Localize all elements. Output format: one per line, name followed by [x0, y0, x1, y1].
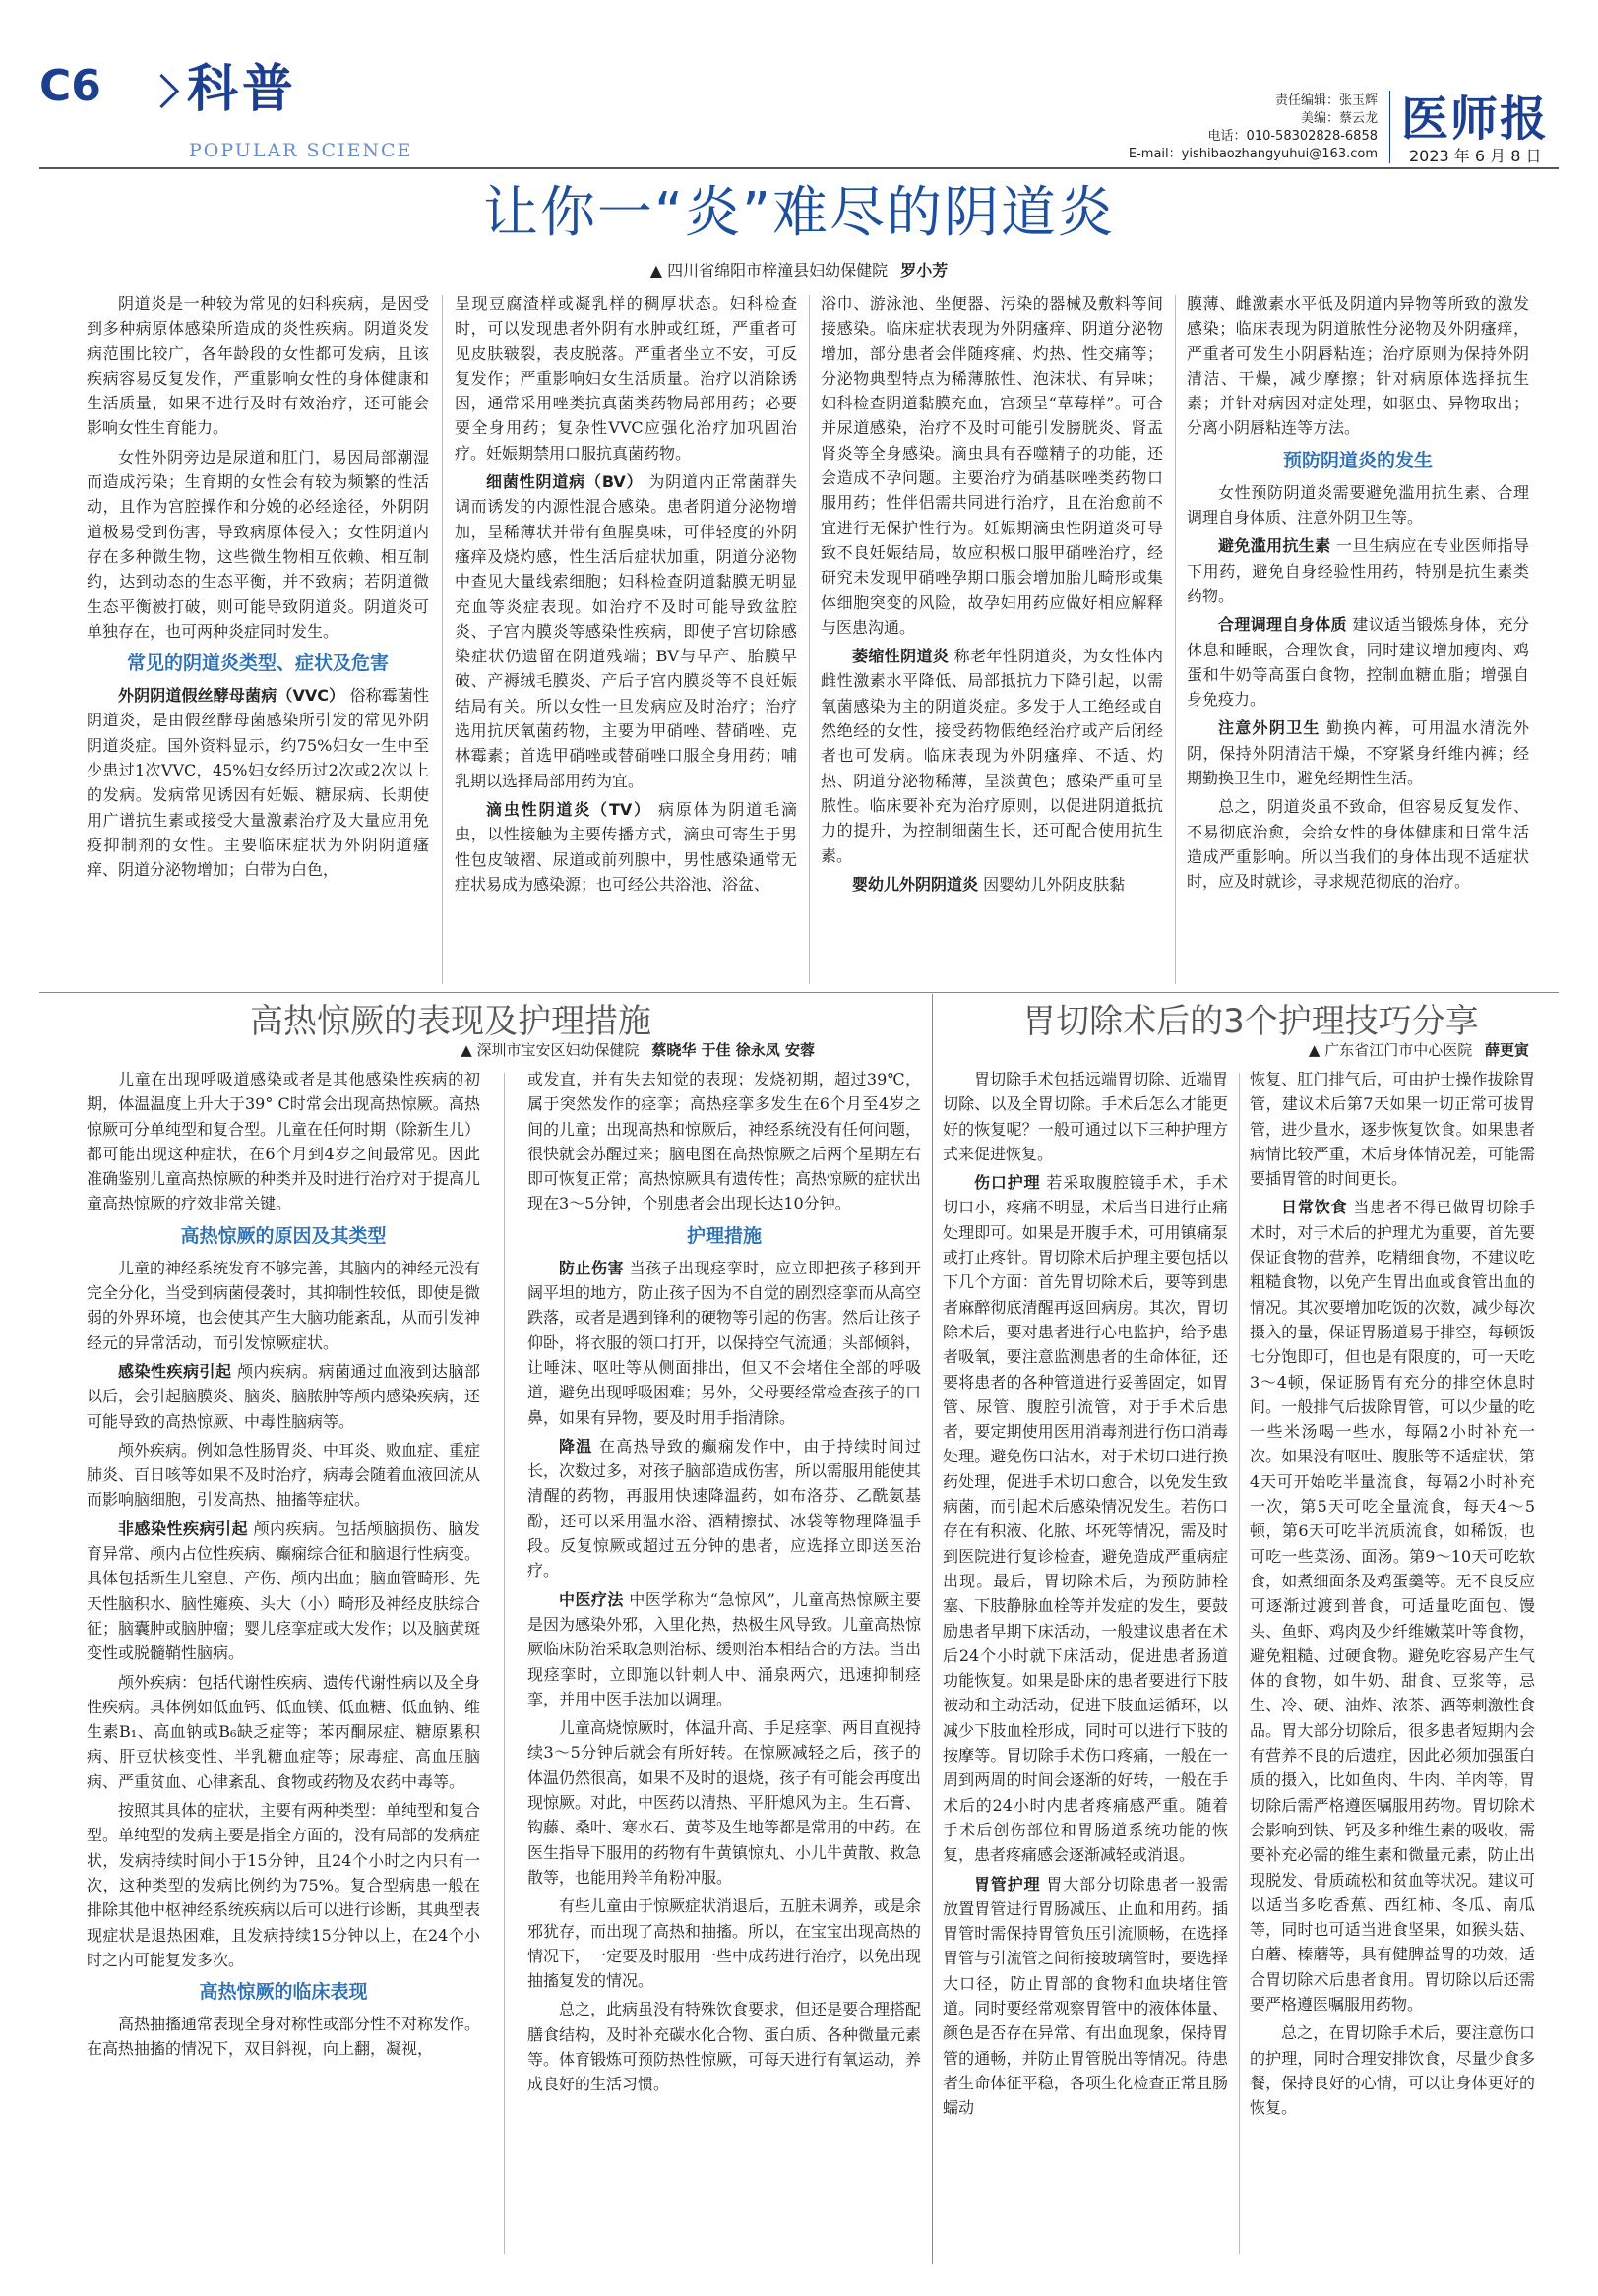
article2-col-divider: [504, 1073, 505, 2254]
article1-title: 让你一“炎”难尽的阴道炎: [482, 181, 1116, 245]
article1-col4: [1187, 291, 1529, 992]
paragraph-text: 勤换内裤，可用温水清洗外阴，保持外阴清洁干燥，不穿紧身纤维内裤；经期勤换卫生巾，避免经期性生活。: [1187, 718, 1529, 788]
paragraph: [1250, 2020, 1535, 2120]
paragraph-text: 在高热导致的癫痫发作中，由于持续时间过长，次数过多，对孩子脑部造成伤害，所以需服用能使其清醒的药物，再服用快速降温药，如布洛芬、乙酰氨基酚，还可以采用温水浴、酒精擦拭、冰袋等物理降温手段。反复惊厥或超过五分钟的患者，应选择立即送医治疗。: [527, 1436, 921, 1581]
contact-phone: 电话：010-58302828-6858: [1207, 129, 1378, 144]
section-subtitle: POPULAR SCIENCE: [189, 140, 413, 161]
paragraph-text: 中医学称为“急惊风”，儿童高热惊厥主要是因为感染外邪，入里化热，热极生风导致。儿童高热惊厥临床防治采取急则治标、缓则治本相结合的方法。当出现痉挛时，立即施以针刺人中、涌泉两穴，迅速抑制痉挛，并用中医手法加以调理。: [527, 1589, 921, 1708]
subheading: 预防阴道炎的发生: [1282, 449, 1433, 471]
paragraph-lead: 合理调理自身体质: [1218, 615, 1347, 635]
paragraph: [1187, 612, 1529, 712]
article3-col-divider: [1239, 1073, 1240, 2254]
paragraph: [1250, 1067, 1535, 1191]
paragraph-text: 呈现豆腐渣样或凝乳样的稠厚状态。妇科检查时，可以发现患者外阴有水肿或红斑，严重者可见皮肤皲裂，表皮脱落。严重者坐立不安，可反复发作；严重影响妇女生活质量。治疗以消除诱因，通常采用唑类抗真菌类药物局部用药；必要要全身用药；复杂性VVC应强化治疗加巩固治疗。妊娠期禁用口服抗真菌药物。: [455, 294, 797, 463]
paragraph: [527, 1067, 921, 1216]
paragraph-text: 女性外阴旁边是尿道和肛门，易因局部潮湿而造成污染；生育期的女性会有较为频繁的性活动，且作为宫腔操作和分娩的必经途径，外阴阴道极易受到伤害，导致病原体侵入；女性阴道内存在多种微生物，这些微生物相互依赖、相互制约，达到动态的生态平衡，并不致病；若阴道微生态平衡被打破，则可能导致阴道炎。阴道炎可单独存在，也可两种炎症同时发生。: [87, 447, 429, 641]
article2-byline: [87, 1039, 815, 1060]
article3-col2: [1250, 1067, 1535, 2258]
header-chevron-icon: [145, 74, 179, 108]
paragraph: [943, 1067, 1228, 1166]
paragraph: [821, 291, 1163, 640]
paragraph-text: 当孩子出现痉挛时，应立即把孩子移到开阔平坦的地方，防止孩子因为不自觉的剧烈痉挛而从高空跌落，或者是遇到锋利的硬物等引起的伤害。然后让孩子仰卧，将衣服的领口打开，以保持空气流通；头部倾斜，让唾沫、呕吐等从侧面排出，但又不会堵住全部的呼吸道，避免出现呼吸困难；另外，父母要经常检查孩子的口鼻，如果有异物，要及时用手指清除。: [527, 1258, 921, 1427]
paragraph-text: 有些儿童由于惊厥症状消退后，五脏未调养，或是余邪犹存，而出现了高热和抽搐。所以，在宝宝出现高热的情况下，一定要及时服用一些中成药进行治疗，以免出现抽搐复发的情况。: [527, 1896, 921, 1991]
paragraph: [1250, 1195, 1535, 2017]
paragraph-lead: 感染性疾病引起: [118, 1361, 232, 1381]
paragraph: [1187, 715, 1529, 790]
paragraph-text: 颅内疾病。病菌通过血液到达脑部以后，会引起脑膜炎、脑炎、脑脓肿等颅内感染疾病，还可能导致的高热惊厥、中毒性脑病等。: [87, 1361, 480, 1431]
article1-col-divider: [1175, 295, 1176, 984]
paragraph-text: 建议适当锻炼身体，充分休息和睡眠，合理饮食，同时建议增加瘦肉、鸡蛋和牛奶等高蛋白食物，控制血糖血脂；增强自身免疫力。: [1187, 615, 1529, 710]
paragraph-text: 胃切除手术包括远端胃切除、近端胃切除、以及全胃切除。手术后怎么才能更好的恢复呢？一般可通过以下三种护理方式来促进恢复。: [943, 1070, 1228, 1163]
paragraph-text: 颅内疾病。包括颅脑损伤、脑发育异常、颅内占位性疾病、癫痫综合征和脑退行性病变。具体包括新生儿窒息、产伤、颅内出血；脑血管畸形、先天性脑积水、脑性瘫痪、头大（小）畸形及神经皮肤综合征；脑囊肿或脑肿瘤；婴儿痉挛症或大发作；以及脑黄斑变性或脱髓鞘性脑病。: [87, 1519, 480, 1663]
paragraph-text: 当患者不得已做胃切除手术时，对于术后的护理尤为重要，首先要保证食物的营养，吃精细食物，不建议吃粗糙食物，以免产生胃出血或食管出血的情况。其次要增加吃饭的次数，减少每次摄入的量，保证胃肠道易于排空，每顿饭七分饱即可，但也是有限度的，可一天吃3～4顿，保证肠胃有充分的排空休息时间。一般排气后拔除胃管，可以少量的吃一些米汤喝一些水，每隔2小时补充一次。如果没有呕吐、腹胀等不适症状，第4天可开始吃半量流食，每隔2小时补充一次，第5天可吃全量流食，每天4～5顿，第6天可吃半流质流食，如稀饭，也可吃一些菜汤、面汤。第9～10天可吃软食，如煮细面条及鸡蛋羹等。无不良反应可逐渐过渡到普食，可适量吃面包、馒头、鱼虾、鸡肉及少纤维嫩菜叶等食物，避免粗糙、过硬食物。避免吃容易产生气体的食物，如牛奶、甜食、豆浆等，忌生、冷、硬、油炸、浓茶、酒等刺激性食品。胃大部分切除后，很多患者短期内会有营养不良的后遗症，因此必须加强蛋白质的摄入，比如鱼肉、牛肉、羊肉等，胃切除后需严格遵医嘱服用药物。胃切除术会影响到铁、钙及多种维生素的吸收，需要补充必需的维生素和微量元素，防止出现脱发、骨质疏松和贫血等状况。建议可以适当多吃香蕉、西红柿、冬瓜、南瓜等，同时也可适当进食坚果，如猴头菇、白蘑、榛蘑等，具有健脾益胃的功效，适合胃切除术后患者食用。胃切除以后还需要严格遵医嘱服用药物。: [1250, 1198, 1535, 2014]
article1-col2: [455, 291, 797, 992]
paragraph: [87, 683, 429, 882]
paragraph-text: 按照其具体的症状，主要有两种类型：单纯型和复合型。单纯型的发病主要是指全方面的，没有局部的发病症状，发病持续时间小于15分钟，且24个小时之内只有一次，这种类型的发病比例约为75%。复合型病患一般在排除其他中枢神经系统疾病以后可以进行诊断，其典型表现症状是退热困难，且发病持续15分钟以上，在24个小时之内可能复发多次。: [87, 1801, 480, 1969]
paragraph-lead: 外阴阴道假丝酵母菌病（VVC）: [118, 686, 345, 706]
paragraph-text: 俗称霉菌性阴道炎，是由假丝酵母菌感染所引发的常见外阴阴道炎症。国外资料显示，约75%妇女一生中至少患过1次VVC，45%妇女经历过2次或2次以上的发病。发病常见诱因有妊娠、糖尿病、长期使用广谱抗生素或接受大量激素治疗及大量应用免疫抑制剂的女性。主要临床症状为外阴阴道瘙痒、阴道分泌物增加；白带为白色，: [87, 686, 429, 880]
paragraph: [821, 872, 1163, 897]
paragraph: [87, 1256, 480, 1355]
paragraph: [87, 1359, 480, 1434]
paragraph: [1187, 480, 1529, 530]
paragraph-lead: 防止伤害: [559, 1258, 624, 1277]
paragraph-text: 颅外疾病。例如急性肠胃炎、中耳炎、败血症、重症肺炎、百日咳等如果不及时治疗，病毒会随着血液回流从而影响脑细胞，引发高热、抽搐等症状。: [87, 1440, 480, 1510]
paragraph-text: 高热抽搐通常表现全身对称性或部分性不对称发作。在高热抽搐的情况下，双目斜视，向上翻，凝视，: [87, 2015, 480, 2059]
paragraph-text: 女性预防阴道炎需要避免滥用抗生素、合理调理自身体质、注意外阴卫生等。: [1187, 482, 1529, 527]
subheading: 高热惊厥的原因及其类型: [180, 1224, 387, 1247]
paragraph-text: 因婴幼儿外阴皮肤黏: [983, 874, 1126, 894]
paragraph-lead: 伤口护理: [974, 1173, 1041, 1193]
paragraph: [1187, 533, 1529, 608]
paragraph: [527, 1893, 921, 1993]
paragraph: [1187, 794, 1529, 894]
paragraph-lead: 降温: [559, 1436, 593, 1456]
paragraph: [87, 2012, 480, 2062]
contact-email: E-mail：yishibaozhangyuhui@163.com: [1128, 147, 1378, 161]
subheading: 护理措施: [686, 1224, 762, 1247]
article2-title: 高热惊厥的表现及护理措施: [250, 1002, 651, 1041]
paragraph-lead: 中医疗法: [559, 1589, 624, 1609]
paragraph: [87, 1798, 480, 1972]
section-title: 科普: [187, 60, 298, 119]
paragraph-lead: 日常饮食: [1281, 1198, 1348, 1217]
paragraph: [87, 445, 429, 644]
byline-author: 薛更寅: [1484, 1041, 1529, 1059]
paragraph: [527, 1434, 921, 1583]
article2-col1: [87, 1067, 480, 2258]
paragraph: [87, 1670, 480, 1794]
paragraph-lead: 胃管护理: [974, 1874, 1041, 1893]
subheading: 高热惊厥的临床表现: [199, 1981, 368, 2004]
paragraph-text: 总之，在胃切除手术后，要注意伤口的护理，同时合理安排饮食，尽量少食多餐，保持良好的心情，可以让身体更好的恢复。: [1250, 2023, 1535, 2118]
article2-col2: [527, 1067, 921, 2258]
byline-org: ▲ 深圳市宝安区妇幼保健院: [461, 1041, 640, 1059]
designer-name: 美编：蔡云龙: [1300, 111, 1378, 126]
issue-date: 2023 年 6 月 8 日: [1409, 147, 1542, 165]
header-divider: [1389, 91, 1390, 163]
article1-col-divider: [809, 295, 810, 984]
subheading: 常见的阴道炎类型、症状及危害: [126, 652, 389, 675]
paragraph-text: 胃大部分切除患者一般需放置胃管进行胃肠减压、止血和用药。插胃管时需保持胃管负压引流顺畅，在选择胃管与引流管之间衔接玻璃管时，要选择大口径，防止胃部的食物和血块堵住管道。同时要经常观察胃管中的液体体量、颜色是否存在异常、有出血现象，保持胃管的通畅，并防止胃管脱出等情况。待患者生命体征平稳，各项生化检查正常且肠蠕动: [943, 1874, 1228, 2118]
paragraph-text: 病原体为阴道毛滴虫，以性接触为主要传播方式，滴虫可寄生于男性包皮皱褶、尿道或前列腺中，男性感染通常无症状易成为感染源；也可经公共浴池、浴盆、: [455, 799, 797, 894]
paragraph: [527, 1256, 921, 1430]
paragraph: [87, 291, 429, 441]
paragraph: [1187, 291, 1529, 441]
paragraph-text: 总之，阴道炎虽不致命，但容易反复发作、不易彻底治愈，会给女性的身体健康和日常生活造成严重影响。所以当我们的身体出现不适症状时，应及时就诊，寻求规范彻底的治疗。: [1187, 797, 1529, 892]
paragraph-lead: 非感染性疾病引起: [118, 1519, 248, 1538]
paragraph: [455, 469, 797, 793]
paragraph-lead: 细菌性阴道病（BV）: [486, 472, 644, 492]
article1-col1: [87, 291, 429, 992]
article1-byline: [0, 258, 1598, 280]
paragraph: [943, 1170, 1228, 1867]
article3-byline: [943, 1039, 1529, 1060]
paragraph-text: 若采取腹腔镜手术，手术切口小，疼痛不明显，术后当日进行止痛处理即可。如果是开腹手术，可用镇痛泵或打止疼针。胃切除术后护理主要包括以下几个方面：首先胃切除术后，要等到患者麻醉彻底清醒再返回病房。其次，胃切除术后，要对患者进行心电监护，给予患者吸氧，要注意监测患者的生命体征，还要将患者的各种管道进行妥善固定，如胃管、尿管、腹腔引流管，对于手术后患者，要定期使用医用消毒剂进行伤口消毒处理。避免伤口沾水，对于术切口进行换药处理，促进手术切口愈合，以免发生致病菌，而引起术后感染情况发生。若伤口存在有积液、化脓、坏死等情况，需及时到医院进行复诊检查，避免造成严重病症出现。最后，胃切除术后，为预防肺栓塞、下肢静脉血栓等并发症的发生，要鼓励患者早期下床活动，一般建议患者在术后24个小时就下床活动，促进患者肠道功能恢复。如果是卧床的患者要进行下肢被动和主动活动，促进下肢血运循环，以减少下肢血栓形成，同时可以进行下肢的按摩等。胃切除手术伤口疼痛，一般在一周到两周的时间会逐渐的好转，一般在手术后的24小时内患者疼痛感严重。随着手术后创伤部位和胃肠道系统功能的恢复，患者疼痛感会逐渐减轻或消退。: [943, 1173, 1228, 1865]
masthead-logo: 医师报: [1401, 92, 1550, 147]
editor-name: 责任编辑：张玉辉: [1274, 93, 1378, 108]
article3-title: 胃切除术后的3个护理技巧分享: [1022, 1002, 1479, 1041]
paragraph-lead: 萎缩性阴道炎: [852, 647, 950, 666]
paragraph: [527, 1997, 921, 2096]
paragraph: [87, 1067, 480, 1216]
paragraph: [455, 797, 797, 897]
editor-info: [1102, 93, 1378, 163]
paragraph-text: 阴道炎是一种较为常见的妇科疾病，是因受到多种病原体感染所造成的炎性疾病。阴道炎发病范围比较广，各年龄段的女性都可发病，且该疾病容易反复发作，严重影响女性的身体健康和生活质量，如果不进行及时有效治疗，还可能会影响女性生育能力。: [87, 294, 429, 438]
byline-author: 蔡晓华 于佳 徐永凤 安蓉: [651, 1041, 815, 1059]
paragraph-text: 或发直，并有失去知觉的表现；发烧初期，超过39℃，属于突然发作的痉挛；高热痉挛多发生在6个月至4岁之间的儿童；出现高热和惊厥后，神经系统没有任何问题，很快就会苏醒过来；脑电图在高热惊厥之后两个星期左右即可恢复正常；高热惊厥具有遗传性；高热惊厥的症状出现在3～5分钟，个别患者会出现长达10分钟。: [527, 1070, 921, 1213]
byline-org: ▲ 四川省绵阳市梓潼县妇幼保健院: [649, 261, 889, 279]
paragraph-text: 颅外疾病：包括代谢性疾病、遗传代谢性病以及全身性疾病。具体例如低血钙、低血镁、低血糖、低血钠、维生素B₁、高血钠或B₆缺乏症等；苯丙酮尿症、糖原累积病、肝豆状核变性、半乳糖血症等；尿毒症、高血压脑病、严重贫血、心律紊乱、食物或药物及农药中毒等。: [87, 1672, 480, 1791]
paragraph-text: 儿童高烧惊厥时，体温升高、手足痉挛、两目直视持续3～5分钟后就会有所好转。在惊厥减轻之后，孩子的体温仍然很高，如果不及时的退烧，孩子有可能会再度出现惊厥。对此，中医药以清热、平肝熄风为主。生石膏、钩藤、桑叶、寒水石、黄芩及生地等都是常用的中药。在医生指导下服用的药物有牛黄镇惊丸、小儿牛黄散、救急散等，也能用羚羊角粉冲服。: [527, 1718, 921, 1887]
article-divider: [932, 994, 933, 2264]
paragraph-text: 儿童在出现呼吸道感染或者是其他感染性疾病的初期，体温温度上升大于39° C时常会出现高热惊厥。高热惊厥可分单纯型和复合型。儿童在任何时期（除新生儿）都可能出现这种症状，在6个月到4岁之间最常见。因此准确鉴别儿童高热惊厥的种类并及时进行治疗对于提高儿童高热惊厥的疗效非常关键。: [87, 1070, 480, 1213]
paragraph: [527, 1715, 921, 1890]
paragraph-lead: 滴虫性阴道炎（TV）: [486, 799, 652, 819]
article1-col3: [821, 291, 1163, 992]
paragraph-text: 膜薄、雌激素水平低及阴道内异物等所致的激发感染；临床表现为阴道脓性分泌物及外阴瘙痒，严重者可发生小阴唇粘连；治疗原则为保持外阴清洁、干燥，减少摩擦；针对病原体选择抗生素；并针对病因对症处理，如驱虫、异物取出；分离小阴唇粘连等方法。: [1187, 294, 1529, 438]
paragraph: [943, 1872, 1228, 2121]
paragraph-text: 总之，此病虽没有特殊饮食要求，但还是要合理搭配膳食结构，及时补充碳水化合物、蛋白质、各种微量元素等。体育锻炼可预防热性惊厥，可每天进行有氧运动，养成良好的生活习惯。: [527, 2000, 921, 2094]
paragraph-lead: 注意外阴卫生: [1218, 718, 1321, 738]
paragraph-text: 恢复、肛门排气后，可由护士操作拔除胃管，建议术后第7天如果一切正常可拔胃管，进少量水，逐步恢复饮食。如果患者病情比较严重，术后身体情况差，可能需要插胃管的时间更长。: [1250, 1070, 1535, 1189]
article3-col1: [943, 1067, 1228, 2258]
paragraph-text: 称老年性阴道炎，为女性体内雌性激素水平降低、局部抵抗力下降引起，以需氧菌感染为主的阴道炎症。多发于人工绝经或自然绝经的女性，接受药物假绝经治疗或产后闭经者也可发病。临床表现为外阴瘙痒、不适、灼热、阴道分泌物稀薄，呈淡黄色；感染严重可呈脓性。临床要补充为治疗原则，以促进阴道抵抗力的提升，为控制细菌生长，还可配合使用抗生素。: [821, 647, 1163, 865]
article-separator: [39, 992, 1559, 993]
paragraph-text: 儿童的神经系统发育不够完善，其脑内的神经元没有完全分化，当受到病菌侵袭时，其抑制性较低，即使是微弱的外界环境，也会使其产生大脑功能紊乱，从而引发神经元的异常活动，而引发惊厥症状。: [87, 1258, 480, 1352]
paragraph: [87, 1438, 480, 1513]
paragraph: [527, 1587, 921, 1711]
paragraph-lead: 避免滥用抗生素: [1218, 536, 1331, 556]
paragraph: [455, 291, 797, 465]
paragraph-lead: 婴幼儿外阴阴道炎: [852, 874, 979, 894]
page-number: C6: [39, 61, 101, 111]
byline-author: 罗小芳: [900, 261, 949, 279]
paragraph-text: 一旦生病应在专业医师指导下用药，避免自身经验性用药，特别是抗生素类药物。: [1187, 536, 1529, 605]
paragraph: [87, 1517, 480, 1666]
article1-col-divider: [442, 295, 443, 984]
byline-org: ▲ 广东省江门市中心医院: [1308, 1041, 1473, 1059]
paragraph: [821, 644, 1163, 868]
paragraph-text: 浴巾、游泳池、坐便器、污染的器械及敷料等间接感染。临床症状表现为外阴瘙痒、阴道分泌物增加，部分患者会伴随疼痛、灼热、性交痛等；分泌物典型特点为稀薄脓性、泡沫状、有异味；妇科检查阴道黏膜充血，宫颈呈“草莓样”。可合并尿道感染，治疗不及时可能引发膀胱炎、肾盂肾炎等全身感染。滴虫具有吞噬精子的功能，还会造成不孕问题。主要治疗为硝基咪唑类药物口服用药；性伴侣需共同进行治疗，且在治愈前不宜进行无保护性行为。妊娠期滴虫性阴道炎可导致不良妊娠结局，故应积极口服甲硝唑治疗，经研究未发现甲硝唑孕期口服会增加胎儿畸形或集体细胞突变的风险，故孕妇用药应做好相应解释与医患沟通。: [821, 294, 1163, 637]
paragraph-text: 为阴道内正常菌群失调而诱发的内源性混合感染。患者阴道分泌物增加，呈稀薄状并带有鱼腥臭味，可伴轻度的外阴瘙痒及烧灼感，性生活后症状加重，阴道分泌物中查见大量线索细胞；妇科检查阴道黏膜无明显充血等炎症表现。如治疗不及时可能导致盆腔炎、子宫内膜炎等感染性疾病，即使子宫切除感染症状仍遗留在阴道残端；BV与早产、胎膜早破、产褥绒毛膜炎、产后子宫内膜炎等不良妊娠结局有关。所以女性一旦发病应及时治疗；治疗选用抗厌氧菌药物，主要为甲硝唑、替硝唑、克林霉素；首选甲硝唑或替硝唑口服全身用药；哺乳期以选择局部用药为宜。: [455, 472, 797, 790]
